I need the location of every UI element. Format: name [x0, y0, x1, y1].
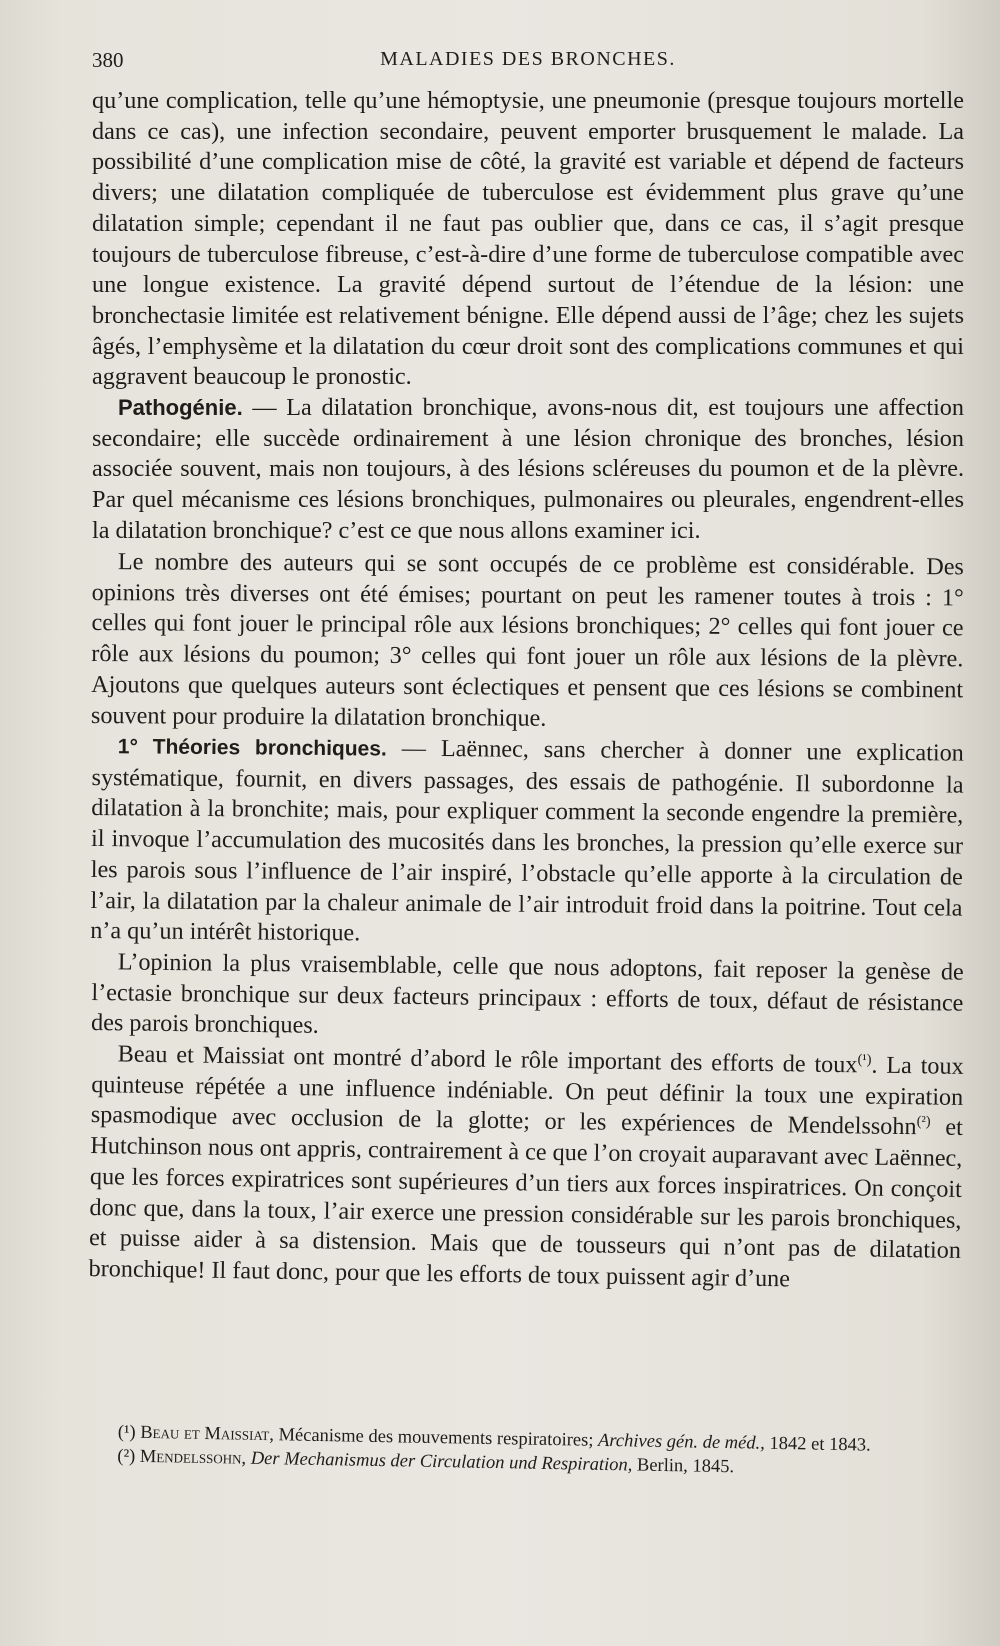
- footnote-1: (¹) Beau et Maissiat, Mécanisme des mouvements respiratoires; Archives gén. de méd., 1842 et 1843.: [117, 1422, 871, 1456]
- paragraph-opinion: L’opinion la plus vraisemblable, celle que nous adoptons, fait reposer la genèse de l’ectasie bronchique sur deux facteurs principaux : efforts de toux, défaut de résistance des parois bronchiques.: [90, 948, 964, 1039]
- footnote-ref-2: (²): [916, 1113, 931, 1130]
- footnotes: [91, 1420, 964, 1483]
- paragraph-beau-maissiat: Beau et Maissiat ont montré d’abord le rôle important des efforts de toux$^{(^1)}$. La toux quinteuse répétée a une influence indéniable. On peut définir la toux une expiration spasmodique avec occlusion de la glotte; or les expériences de Mendelssohn$^{(^2)}$ et Hutchinson nous ont appris, contrairement à ce que l’on croyait auparavant avec Laënnec, que les forces expiratrices sont supérieures d’un tiers aux forces inspiratrices. On conçoit donc que, dans la toux, l’air exerce une pression considérable sur les parois bronchiques, et puisse aider à sa distension. Mais que de tousseurs qui n’ont pas de dilatation bronchique! Il faut donc, pour que les efforts de toux puissent agir d’une: [88, 1040, 964, 1293]
- footnote-2: (²) Mendelssohn, Der Mechanismus der Circulation und Respiration, Berlin, 1845.: [117, 1446, 735, 1478]
- body-text: [88, 86, 964, 1293]
- paragraph-theories-text: — Laënnec, sans chercher à donner une explication systématique, fournit, en divers passages, des essais de pathogénie. Il subordonne la dilatation à la bronchite; mais, pour expliquer comment la seconde engendre la première, il invoque l’accumulation des mucosités dans les bronches, la pression qu’elle exerce sur les parois sous l’influence de l’air inspiré, l’obstacle qu’elle apporte à la circulation de l’air, la dilatation par la chaleur animale de l’air introduit froid dans la poitrine. Tout cela n’a qu’un intérêt historique.: [90, 734, 964, 947]
- footnote-ref-1: (¹): [857, 1051, 872, 1068]
- footnote-1-authors: Beau et Maissiat,: [140, 1422, 275, 1446]
- page-number: 380: [92, 48, 124, 72]
- footnote-2-author: Mendelssohn,: [139, 1446, 247, 1469]
- page-header: [92, 48, 964, 78]
- paragraph-prognosis: qu’une complication, telle qu’une hémoptysie, une pneumonie (presque toujours mortelle dans ce cas), une infection secondaire, peuvent emporter brusquement le malade. La possibilité d’une complication mise de côté, la gravité est variable et dépend de facteurs divers; une dilatation compliquée de tuberculose est évidemment plus grave qu’une dilatation simple; cependant il ne faut pas oublier que, dans ce cas, il s’agit presque toujours de tuberculose fibreuse, c’est-à-dire d’une forme de tuberculose compatible avec une longue existence. La gravité dépend surtout de l’étendue de la lésion: une bronchectasie limitée est relativement bénigne. Elle dépend aussi de l’âge; chez les sujets âgés, l’emphysème et la dilatation du cœur droit sont des complications communes et qui aggravent beaucoup le pronostic.: [92, 87, 964, 391]
- paragraph-pathogenie-text: — La dilatation bronchique, avons-nous dit, est toujours une affection secondaire; elle succède ordinairement à une lésion chronique des bronches, lésion associée souvent, mais non toujours, à des lésions scléreuses du poumon et de la plèvre. Par quel mécanisme ces lésions bronchiques, pulmonaires ou pleurales, engendrent-elles la dilatation bronchique? c’est ce que nous allons examiner ici.: [92, 394, 964, 544]
- paragraph-authors: Le nombre des auteurs qui se sont occupés de ce problème est considérable. Des opinions très diverses ont été émises; pourtant on peut les ramener toutes à trois : 1° celles qui font jouer le principal rôle aux lésions bronchiques; 2° celles qui font jouer ce rôle aux lésions du poumon; 3° celles qui font jouer un rôle aux lésions de la plèvre. Ajoutons que quelques auteurs sont éclectiques et pensent que ces lésions se combinent souvent pour produire la dilatation bronchique.: [90, 547, 964, 731]
- running-title: MALADIES DES BRONCHES.: [380, 48, 676, 70]
- section-heading-pathogenie: Pathogénie.: [118, 395, 243, 421]
- paragraph-theories-bronchiques: [90, 731, 964, 955]
- paragraph-pathogenie: [92, 393, 964, 547]
- section-heading-theories-bronchiques: 1° Théories bronchiques.: [117, 734, 387, 761]
- footnote-2-title: Der Mechanismus der Circulation und Respiration,: [245, 1448, 633, 1476]
- footnote-1-journal: Archives gén. de méd.,: [597, 1430, 766, 1454]
